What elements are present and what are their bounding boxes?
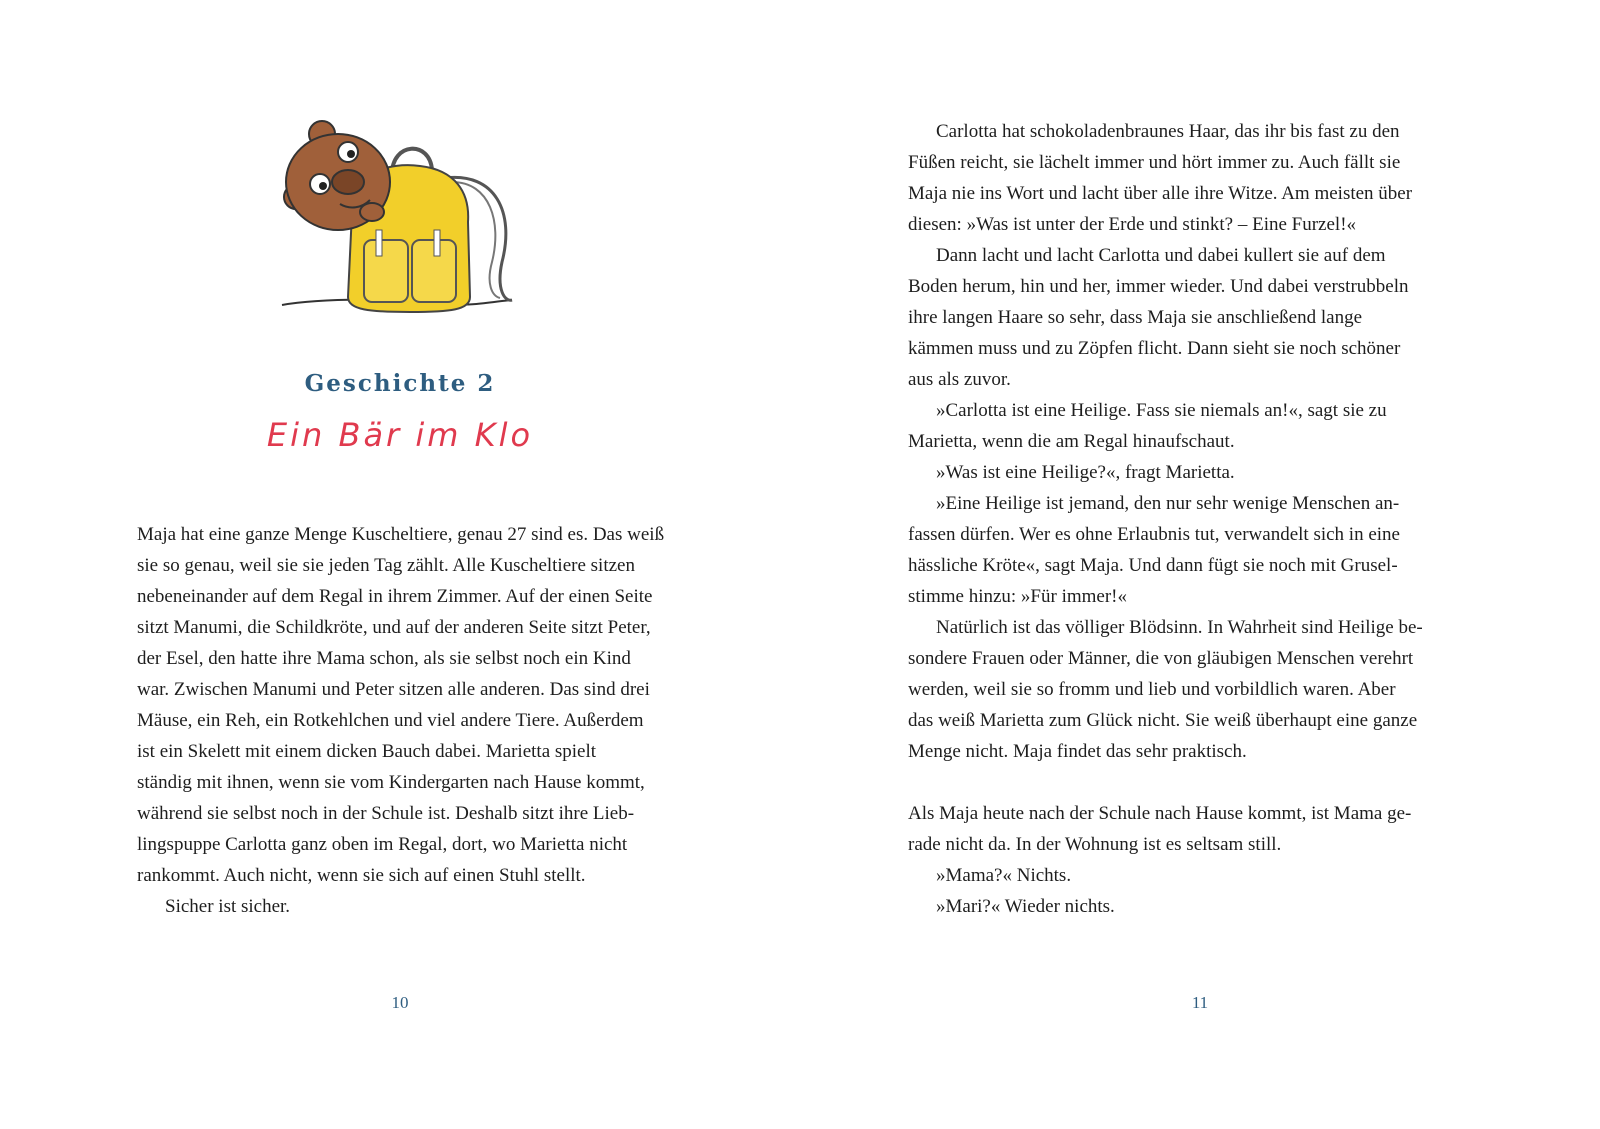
text-line: Dann lacht und lacht Carlotta und dabei kullert sie auf dem xyxy=(936,245,1386,266)
text-line: sondere Frauen oder Männer, die von gläubigen Menschen verehrt xyxy=(908,648,1414,669)
text-line: werden, weil sie so fromm und lieb und vorbildlich waren. Aber xyxy=(908,679,1396,700)
text-line: das weiß Marietta zum Glück nicht. Sie weiß überhaupt eine ganze xyxy=(908,710,1418,731)
page-number-left: 10 xyxy=(391,993,409,1012)
text-line: Mäuse, ein Reh, ein Rotkehlchen und viel andere Tiere. Außerdem xyxy=(137,710,644,731)
text-line: rankommt. Auch nicht, wenn sie sich auf einen Stuhl stellt. xyxy=(137,865,586,886)
text-line: Als Maja heute nach der Schule nach Hause kommt, ist Mama ge- xyxy=(908,803,1412,824)
text-line: ihre langen Haare so sehr, dass Maja sie anschließend lange xyxy=(908,307,1363,328)
text-line: lingspuppe Carlotta ganz oben im Regal, dort, wo Marietta nicht xyxy=(137,834,628,855)
text-line: nebeneinander auf dem Regal in ihrem Zimmer. Auf der einen Seite xyxy=(137,586,653,607)
text-line: aus als zuvor. xyxy=(908,369,1011,390)
text-line: »Mama?« Nichts. xyxy=(936,865,1072,886)
left-page-text xyxy=(137,519,717,922)
text-line: ist ein Skelett mit einem dicken Bauch dabei. Marietta spielt xyxy=(137,741,597,762)
text-line: Sicher ist sicher. xyxy=(165,896,291,917)
text-line: Boden herum, hin und her, immer wieder. Und dabei verstrubbeln xyxy=(908,276,1409,297)
text-line: sie so genau, weil sie sie jeden Tag zählt. Alle Kuscheltiere sitzen xyxy=(137,555,635,576)
text-line: diesen: »Was ist unter der Erde und stinkt? – Eine Furzel!« xyxy=(908,214,1357,235)
bear-backpack-illustration xyxy=(280,112,530,332)
text-line: Füßen reicht, sie lächelt immer und hört immer zu. Auch fällt sie xyxy=(908,152,1401,173)
text-line: war. Zwischen Manumi und Peter sitzen alle anderen. Das sind drei xyxy=(137,679,650,700)
text-line: Maja nie ins Wort und lacht über alle ihre Witze. Am meisten über xyxy=(908,183,1413,204)
text-line: »Eine Heilige ist jemand, den nur sehr wenige Menschen an- xyxy=(936,493,1400,514)
text-line: sitzt Manumi, die Schildkröte, und auf der anderen Seite sitzt Peter, xyxy=(137,617,651,638)
text-line: während sie selbst noch in der Schule ist. Deshalb sitzt ihre Lieb- xyxy=(137,803,635,824)
text-line: stimme hinzu: »Für immer!« xyxy=(908,586,1128,607)
chapter-title: Ein Bär im Klo xyxy=(266,416,534,454)
text-line: Menge nicht. Maja findet das sehr praktisch. xyxy=(908,741,1247,762)
text-line: Maja hat eine ganze Menge Kuscheltiere, genau 27 sind es. Das weiß xyxy=(137,524,665,545)
paragraph-gap xyxy=(908,767,1493,798)
text-line: »Was ist eine Heilige?«, fragt Marietta. xyxy=(936,462,1235,483)
text-line: ständig mit ihnen, wenn sie vom Kindergarten nach Hause kommt, xyxy=(137,772,645,793)
chapter-label: Geschichte 2 xyxy=(304,370,496,397)
text-line: kämmen muss und zu Zöpfen flicht. Dann sieht sie noch schöner xyxy=(908,338,1401,359)
text-line: hässliche Kröte«, sagt Maja. Und dann fügt sie noch mit Grusel- xyxy=(908,555,1398,576)
right-page xyxy=(800,0,1600,1129)
text-line: Marietta, wenn die am Regal hinaufschaut. xyxy=(908,431,1235,452)
right-page-text xyxy=(908,116,1493,922)
text-line: »Mari?« Wieder nichts. xyxy=(936,896,1115,917)
text-line: der Esel, den hatte ihre Mama schon, als sie selbst noch ein Kind xyxy=(137,648,631,669)
text-line: rade nicht da. In der Wohnung ist es seltsam still. xyxy=(908,834,1282,855)
text-line: Carlotta hat schokoladenbraunes Haar, das ihr bis fast zu den xyxy=(936,121,1400,142)
page-number-right: 11 xyxy=(1191,993,1209,1012)
text-line: fassen dürfen. Wer es ohne Erlaubnis tut, verwandelt sich in eine xyxy=(908,524,1400,545)
text-line: »Carlotta ist eine Heilige. Fass sie niemals an!«, sagt sie zu xyxy=(936,400,1387,421)
text-line: Natürlich ist das völliger Blödsinn. In Wahrheit sind Heilige be- xyxy=(936,617,1423,638)
